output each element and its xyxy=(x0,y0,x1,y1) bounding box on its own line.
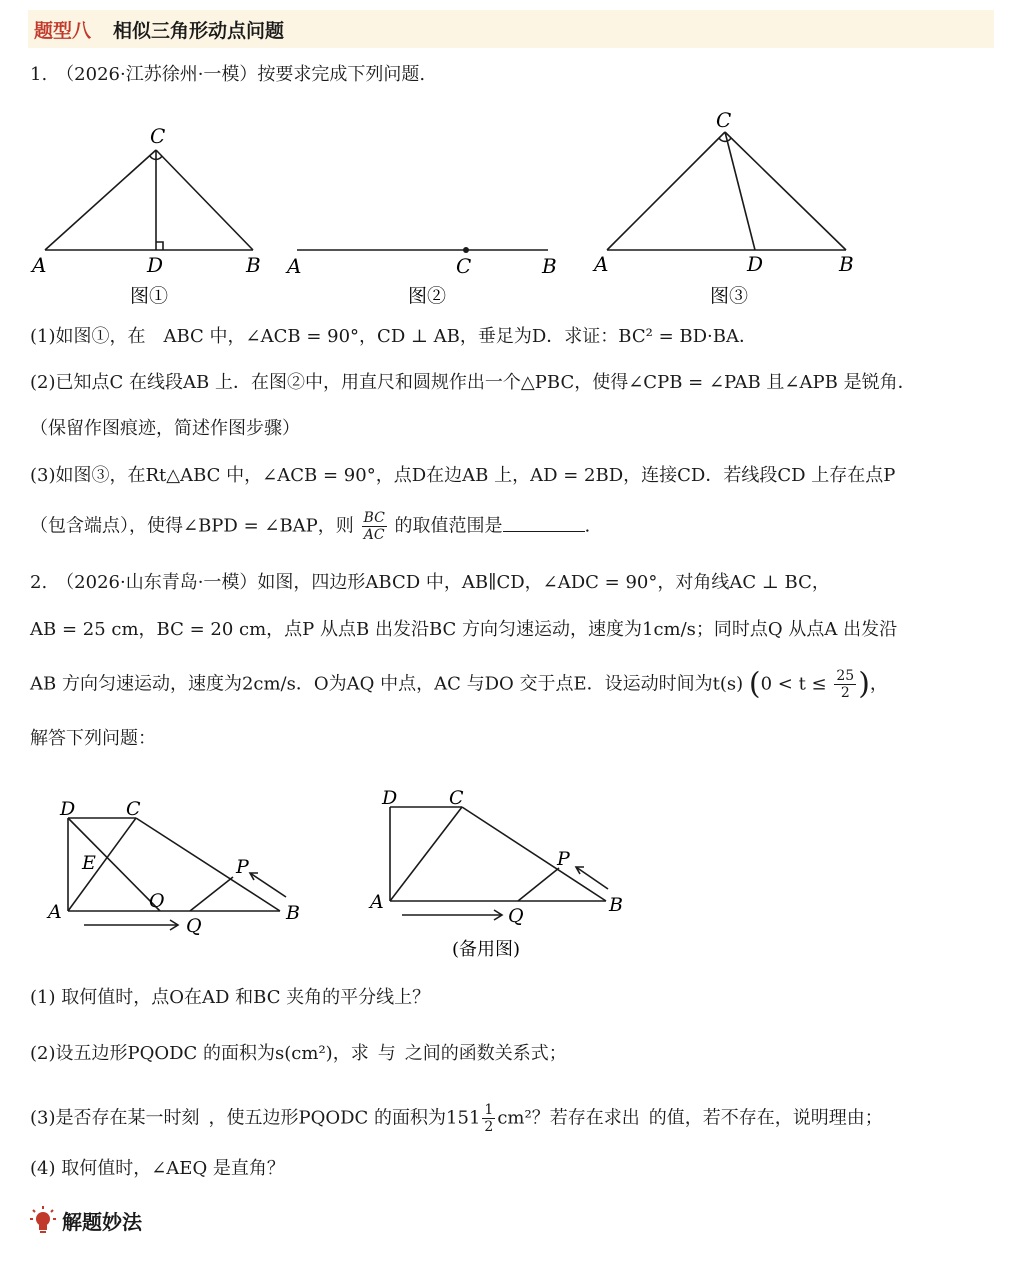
t-bound-denominator: 2 xyxy=(840,685,850,701)
t-bound-fraction xyxy=(834,668,856,701)
backup-label-d: D xyxy=(382,787,398,809)
mixed-numerator: 1 xyxy=(484,1102,494,1118)
q1-part-3-end: . xyxy=(584,515,591,537)
q2-fig-label-e: E xyxy=(82,852,96,874)
fig3-label-d: D xyxy=(747,252,764,276)
section-tag: 题型八 xyxy=(34,19,92,42)
q1-heading: 1. （2026·江苏徐州·一模）按要求完成下列问题. xyxy=(30,64,426,85)
fig1-caption: 图① xyxy=(130,285,169,307)
q2-fig-label-p: P xyxy=(236,856,249,878)
q2-fig-label-d: D xyxy=(60,798,76,820)
lightbulb-icon xyxy=(30,1205,56,1235)
ratio-fraction xyxy=(362,510,387,543)
q2-fig-label-b: B xyxy=(286,902,300,924)
ratio-numerator: BC xyxy=(363,510,385,526)
q2-fig-label-a: A xyxy=(48,901,62,923)
fig1-label-b: B xyxy=(246,253,261,277)
q2-condition: 0 < t ≤ xyxy=(760,673,827,695)
t-bound-numerator: 25 xyxy=(836,668,855,684)
mixed-fraction xyxy=(482,1102,495,1135)
q2-fig-label-c: C xyxy=(126,798,141,820)
backup-label-q: Q xyxy=(508,905,524,927)
q1-part-3-cont xyxy=(30,510,590,543)
fig3-label-b: B xyxy=(839,252,854,276)
mixed-denominator: 2 xyxy=(484,1119,494,1135)
q2-part-1: (1) 取何值时，点O在AD 和BC 夹角的平分线上？ xyxy=(30,987,431,1008)
q1-part-3-post: 的取值范围是 xyxy=(394,515,503,537)
method-banner xyxy=(30,1205,142,1235)
q2-line-3: AB 方向匀速运动，速度为2cm/s．O为AQ 中点，AC 与DO 交于点E．设运动时间为t(s) (0 < t ≤ $\frac{25}{2}$ )， xyxy=(30,666,888,702)
fig2-label-a: A xyxy=(287,254,302,278)
fig2-caption: 图② xyxy=(408,285,447,307)
q1-part-2-note: （保留作图痕迹，简述作图步骤） xyxy=(30,418,300,439)
q2-line-3-post: ， xyxy=(869,673,888,695)
q2-part-3-pre: (3)是否存在某一时刻 ，使五边形PQODC 的面积为151 xyxy=(30,1107,481,1129)
method-label: 解题妙法 xyxy=(62,1209,142,1234)
q2-fig-label-o: O xyxy=(149,890,165,912)
q2-line-4: 解答下列问题： xyxy=(30,728,156,749)
q2-line-2: AB = 25 cm，BC = 20 cm，点P 从点B 出发沿BC 方向匀速运动，速度为1cm/s；同时点Q 从点A 出发沿 xyxy=(30,619,898,640)
q1-part-3-pre: （包含端点），使得∠BPD = ∠BAP，则 xyxy=(30,515,354,537)
q2-part-3 xyxy=(30,1102,883,1135)
fig1-label-c: C xyxy=(150,124,166,148)
figure-1 xyxy=(45,150,253,250)
section-header xyxy=(28,10,994,48)
backup-label-b: B xyxy=(609,894,623,916)
fig3-label-a: A xyxy=(594,252,609,276)
q2-figure-main xyxy=(68,818,286,930)
ratio-denominator: AC xyxy=(363,527,385,543)
q1-part-1: (1)如图①，在 ABC 中，∠ACB = 90°，CD ⊥ AB，垂足为D．求证：BC² = BD·BA． xyxy=(30,326,757,347)
fig3-caption: 图③ xyxy=(710,285,749,307)
fig1-label-a: A xyxy=(32,253,47,277)
q1-part-3: (3)如图③，在Rt△ABC 中，∠ACB = 90°，点D在边AB 上，AD = 2BD，连接CD．若线段CD 上存在点P xyxy=(30,465,896,486)
q2-part-4: (4) 取何值时，∠AEQ 是直角？ xyxy=(30,1158,285,1179)
q2-part-2: (2)设五边形PQODC 的面积为s(cm²)，求 与 之间的函数关系式； xyxy=(30,1043,567,1064)
backup-caption: (备用图) xyxy=(452,939,521,960)
backup-label-p: P xyxy=(557,848,570,870)
q1-part-2: (2)已知点C 在线段AB 上．在图②中，用直尺和圆规作出一个△PBC，使得∠CPB = ∠PAB 且∠APB 是锐角． xyxy=(30,372,916,393)
q1-figures xyxy=(0,110,1029,320)
fig3-label-c: C xyxy=(716,110,732,132)
q2-fig-label-q: Q xyxy=(186,915,202,937)
answer-blank xyxy=(503,513,585,532)
fig2-label-b: B xyxy=(542,254,557,278)
q2-figures xyxy=(0,785,1029,975)
fig2-label-c: C xyxy=(456,254,472,278)
figure-3 xyxy=(607,132,846,250)
section-title: 相似三角形动点问题 xyxy=(113,19,285,42)
q2-line-3-pre: AB 方向匀速运动，速度为2cm/s．O为AQ 中点，AC 与DO 交于点E．设运动时间为t(s) xyxy=(30,673,744,695)
q2-part-3-post: cm²？若存在求出 的值，若不存在，说明理由； xyxy=(497,1107,883,1129)
fig1-label-d: D xyxy=(147,253,164,277)
q2-figure-backup xyxy=(390,807,608,920)
q2-line-1: 2. （2026·山东青岛·一模）如图，四边形ABCD 中，AB∥CD，∠ADC = 90°，对角线AC ⊥ BC， xyxy=(30,572,830,593)
backup-label-a: A xyxy=(370,891,384,913)
backup-label-c: C xyxy=(449,787,464,809)
